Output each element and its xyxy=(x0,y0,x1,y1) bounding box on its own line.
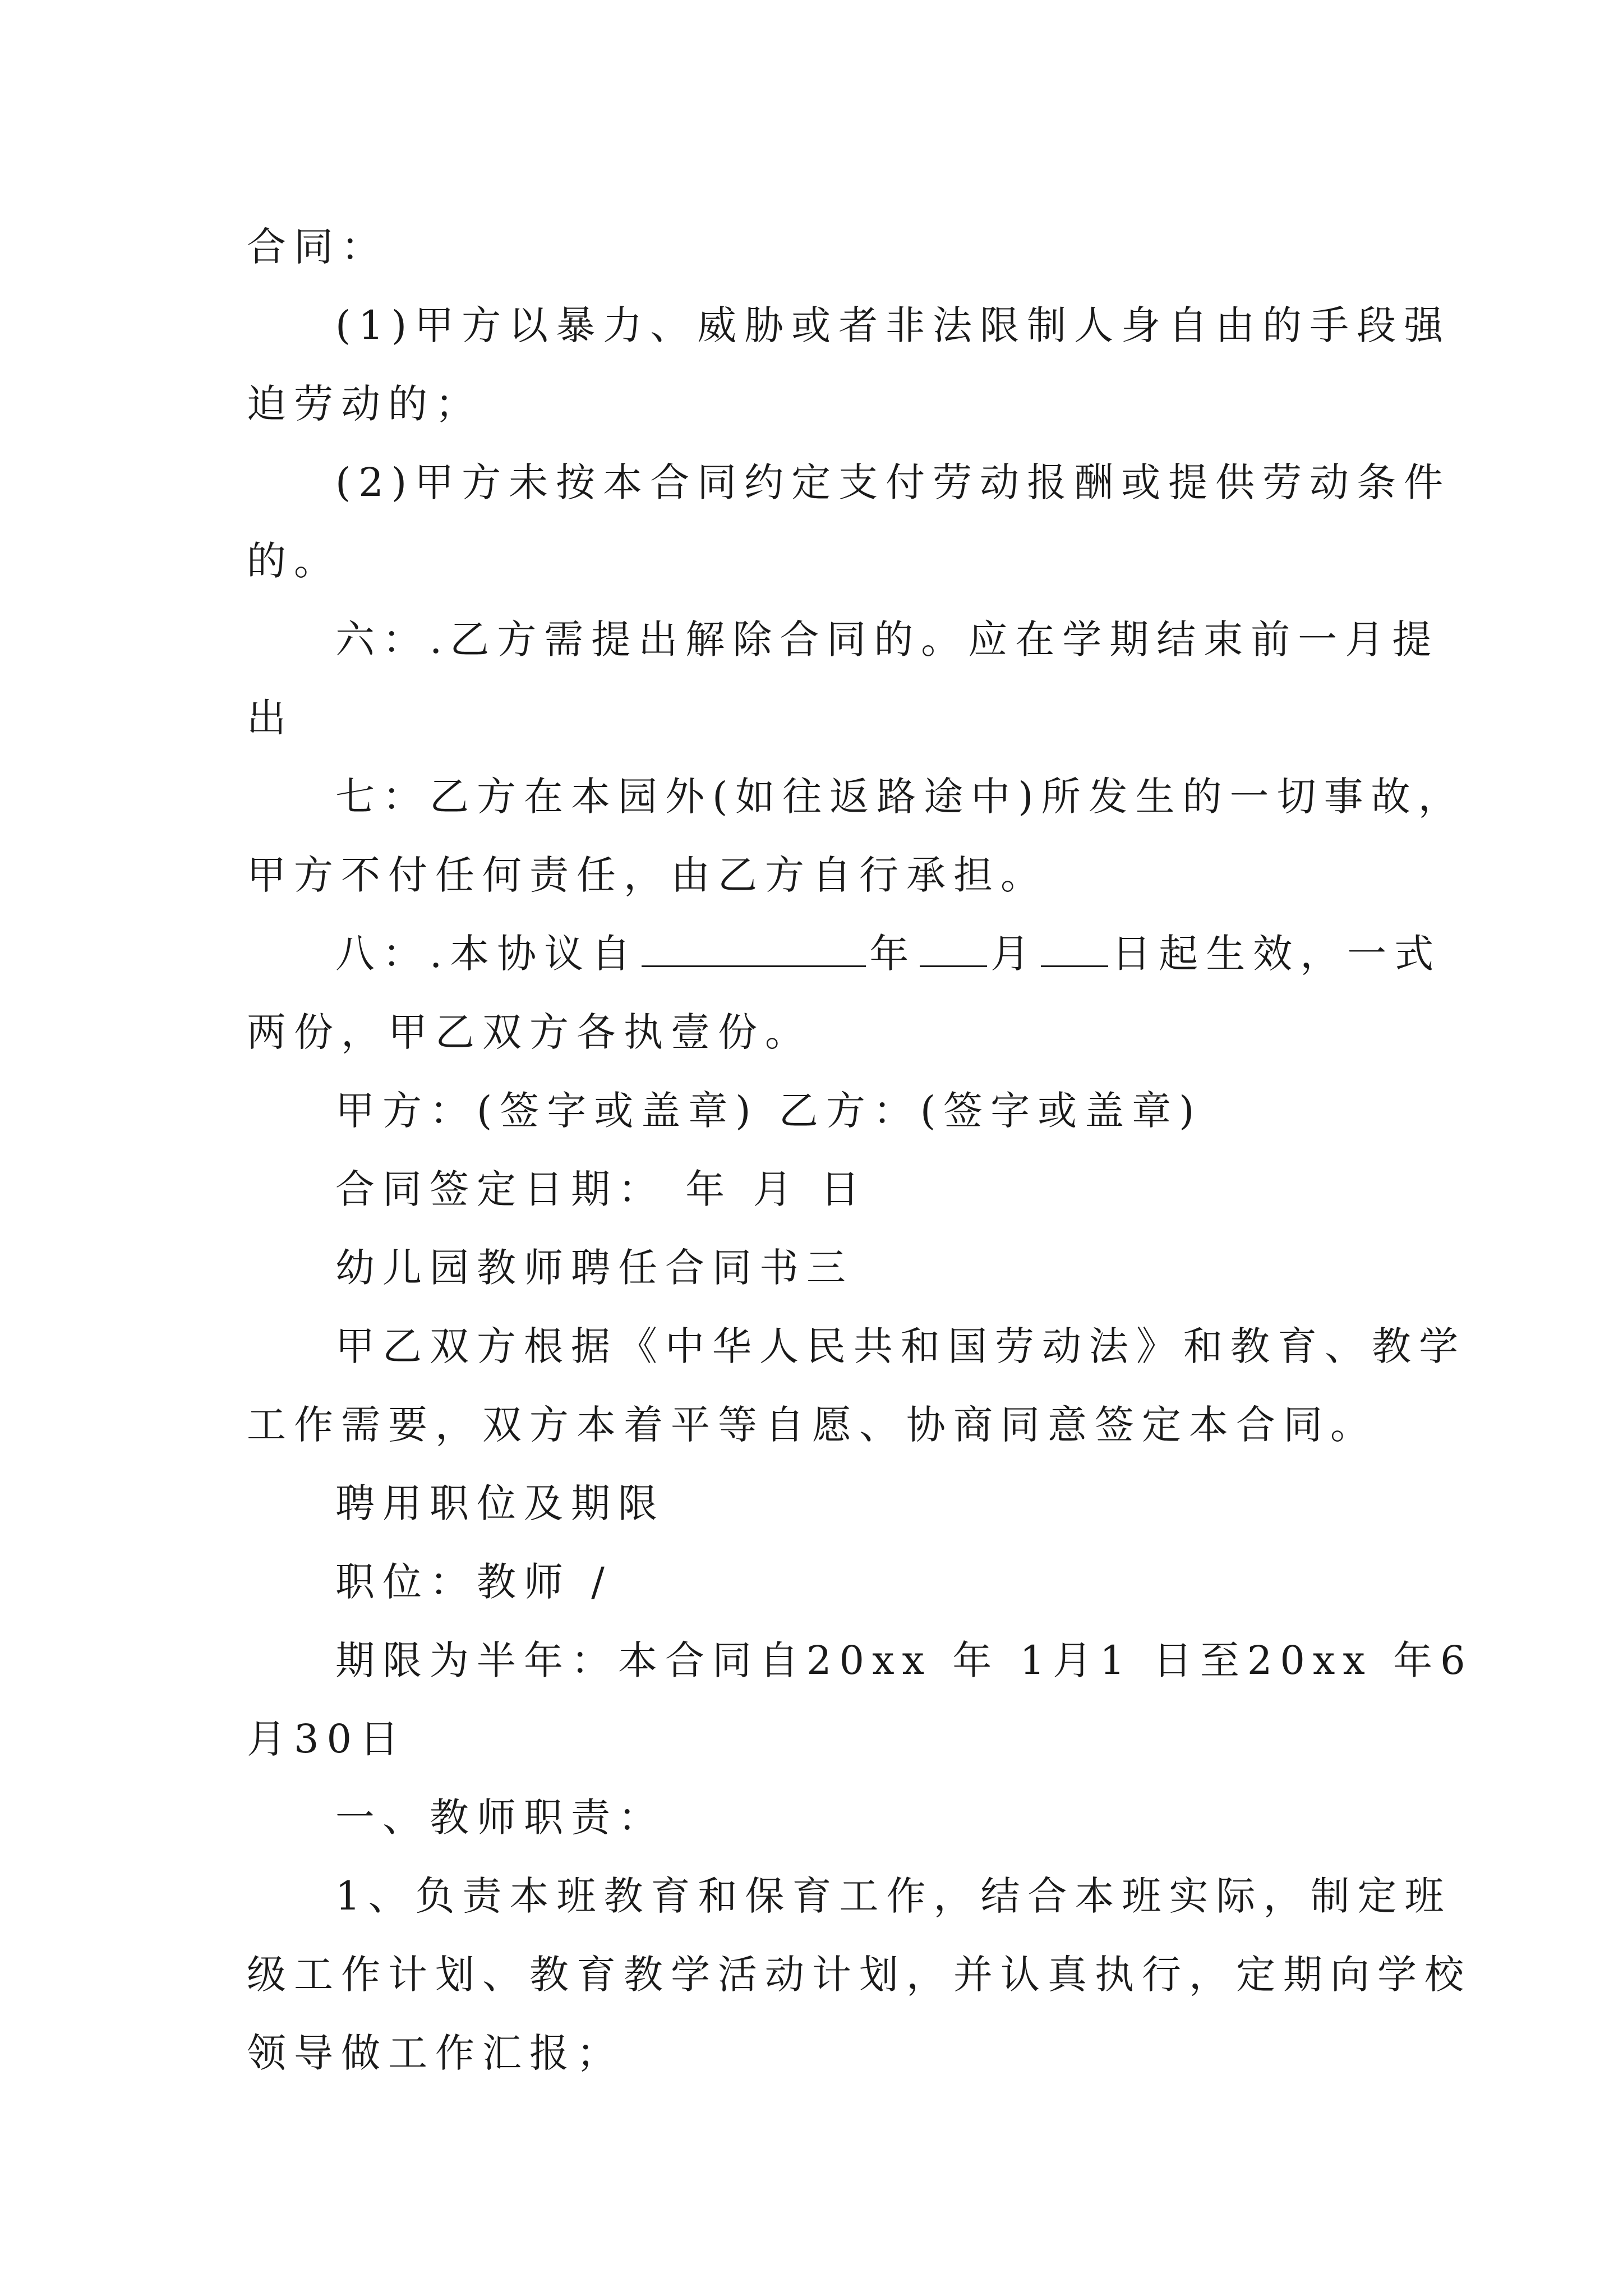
year-label: 年 xyxy=(869,931,917,977)
text-line-clause-1: (1)甲方以暴力、威胁或者非法限制人身自由的手段强 xyxy=(335,302,1451,348)
position-line: 职位：教师 / xyxy=(335,1559,612,1605)
subheading: 一、教师职责： xyxy=(335,1795,665,1841)
text-line: 工作需要，双方本着平等自愿、协商同意签定本合同。 xyxy=(247,1402,1377,1448)
month-blank xyxy=(920,928,987,967)
section-title: 幼儿园教师聘任合同书三 xyxy=(335,1245,854,1291)
signing-date-line: 合同签定日期： 年 月 日 xyxy=(335,1166,868,1212)
year-blank xyxy=(642,928,866,967)
effective-suffix: 日起生效，一式 xyxy=(1112,931,1442,977)
text-line-article-6: 六：.乙方需提出解除合同的。应在学期结束前一月提 xyxy=(335,616,1440,662)
text-line-article-8 xyxy=(247,914,1442,993)
text-line: 级工作计划、教育教学活动计划，并认真执行，定期向学校 xyxy=(247,1952,1472,1998)
text-line: 甲方不付任何责任，由乙方自行承担。 xyxy=(247,852,1048,898)
month-label: 月 xyxy=(990,931,1038,977)
text-line: 的。 xyxy=(247,538,341,584)
contract-text xyxy=(247,208,1473,2092)
signature-line: 甲方：(签字或盖章) 乙方：(签字或盖章) xyxy=(335,1088,1202,1134)
text-line: 领导做工作汇报； xyxy=(247,2030,624,2076)
text-line: 月30日 xyxy=(247,1716,407,1762)
day-blank xyxy=(1041,928,1108,967)
text-line-article-7: 七：乙方在本园外(如往返路途中)所发生的一切事故， xyxy=(335,774,1465,820)
text-line: 合同： xyxy=(247,224,388,270)
text-line: 1、负责本班教育和保育工作，结合本班实际，制定班 xyxy=(335,1873,1452,1919)
text-line-clause-2: (2)甲方未按本合同约定支付劳动报酬或提供劳动条件 xyxy=(335,459,1451,505)
text-line: 出 xyxy=(247,695,294,741)
effective-prefix: 八：.本协议自 xyxy=(335,931,639,977)
subheading: 聘用职位及期限 xyxy=(335,1480,665,1526)
term-line: 期限为半年：本合同自20xx 年 1月1 日至20xx 年6 xyxy=(335,1637,1473,1683)
text-line: 甲乙双方根据《中华人民共和国劳动法》和教育、教学 xyxy=(335,1323,1466,1369)
text-line: 两份，甲乙双方各执壹份。 xyxy=(247,1009,812,1055)
text-line: 迫劳动的； xyxy=(247,381,482,427)
